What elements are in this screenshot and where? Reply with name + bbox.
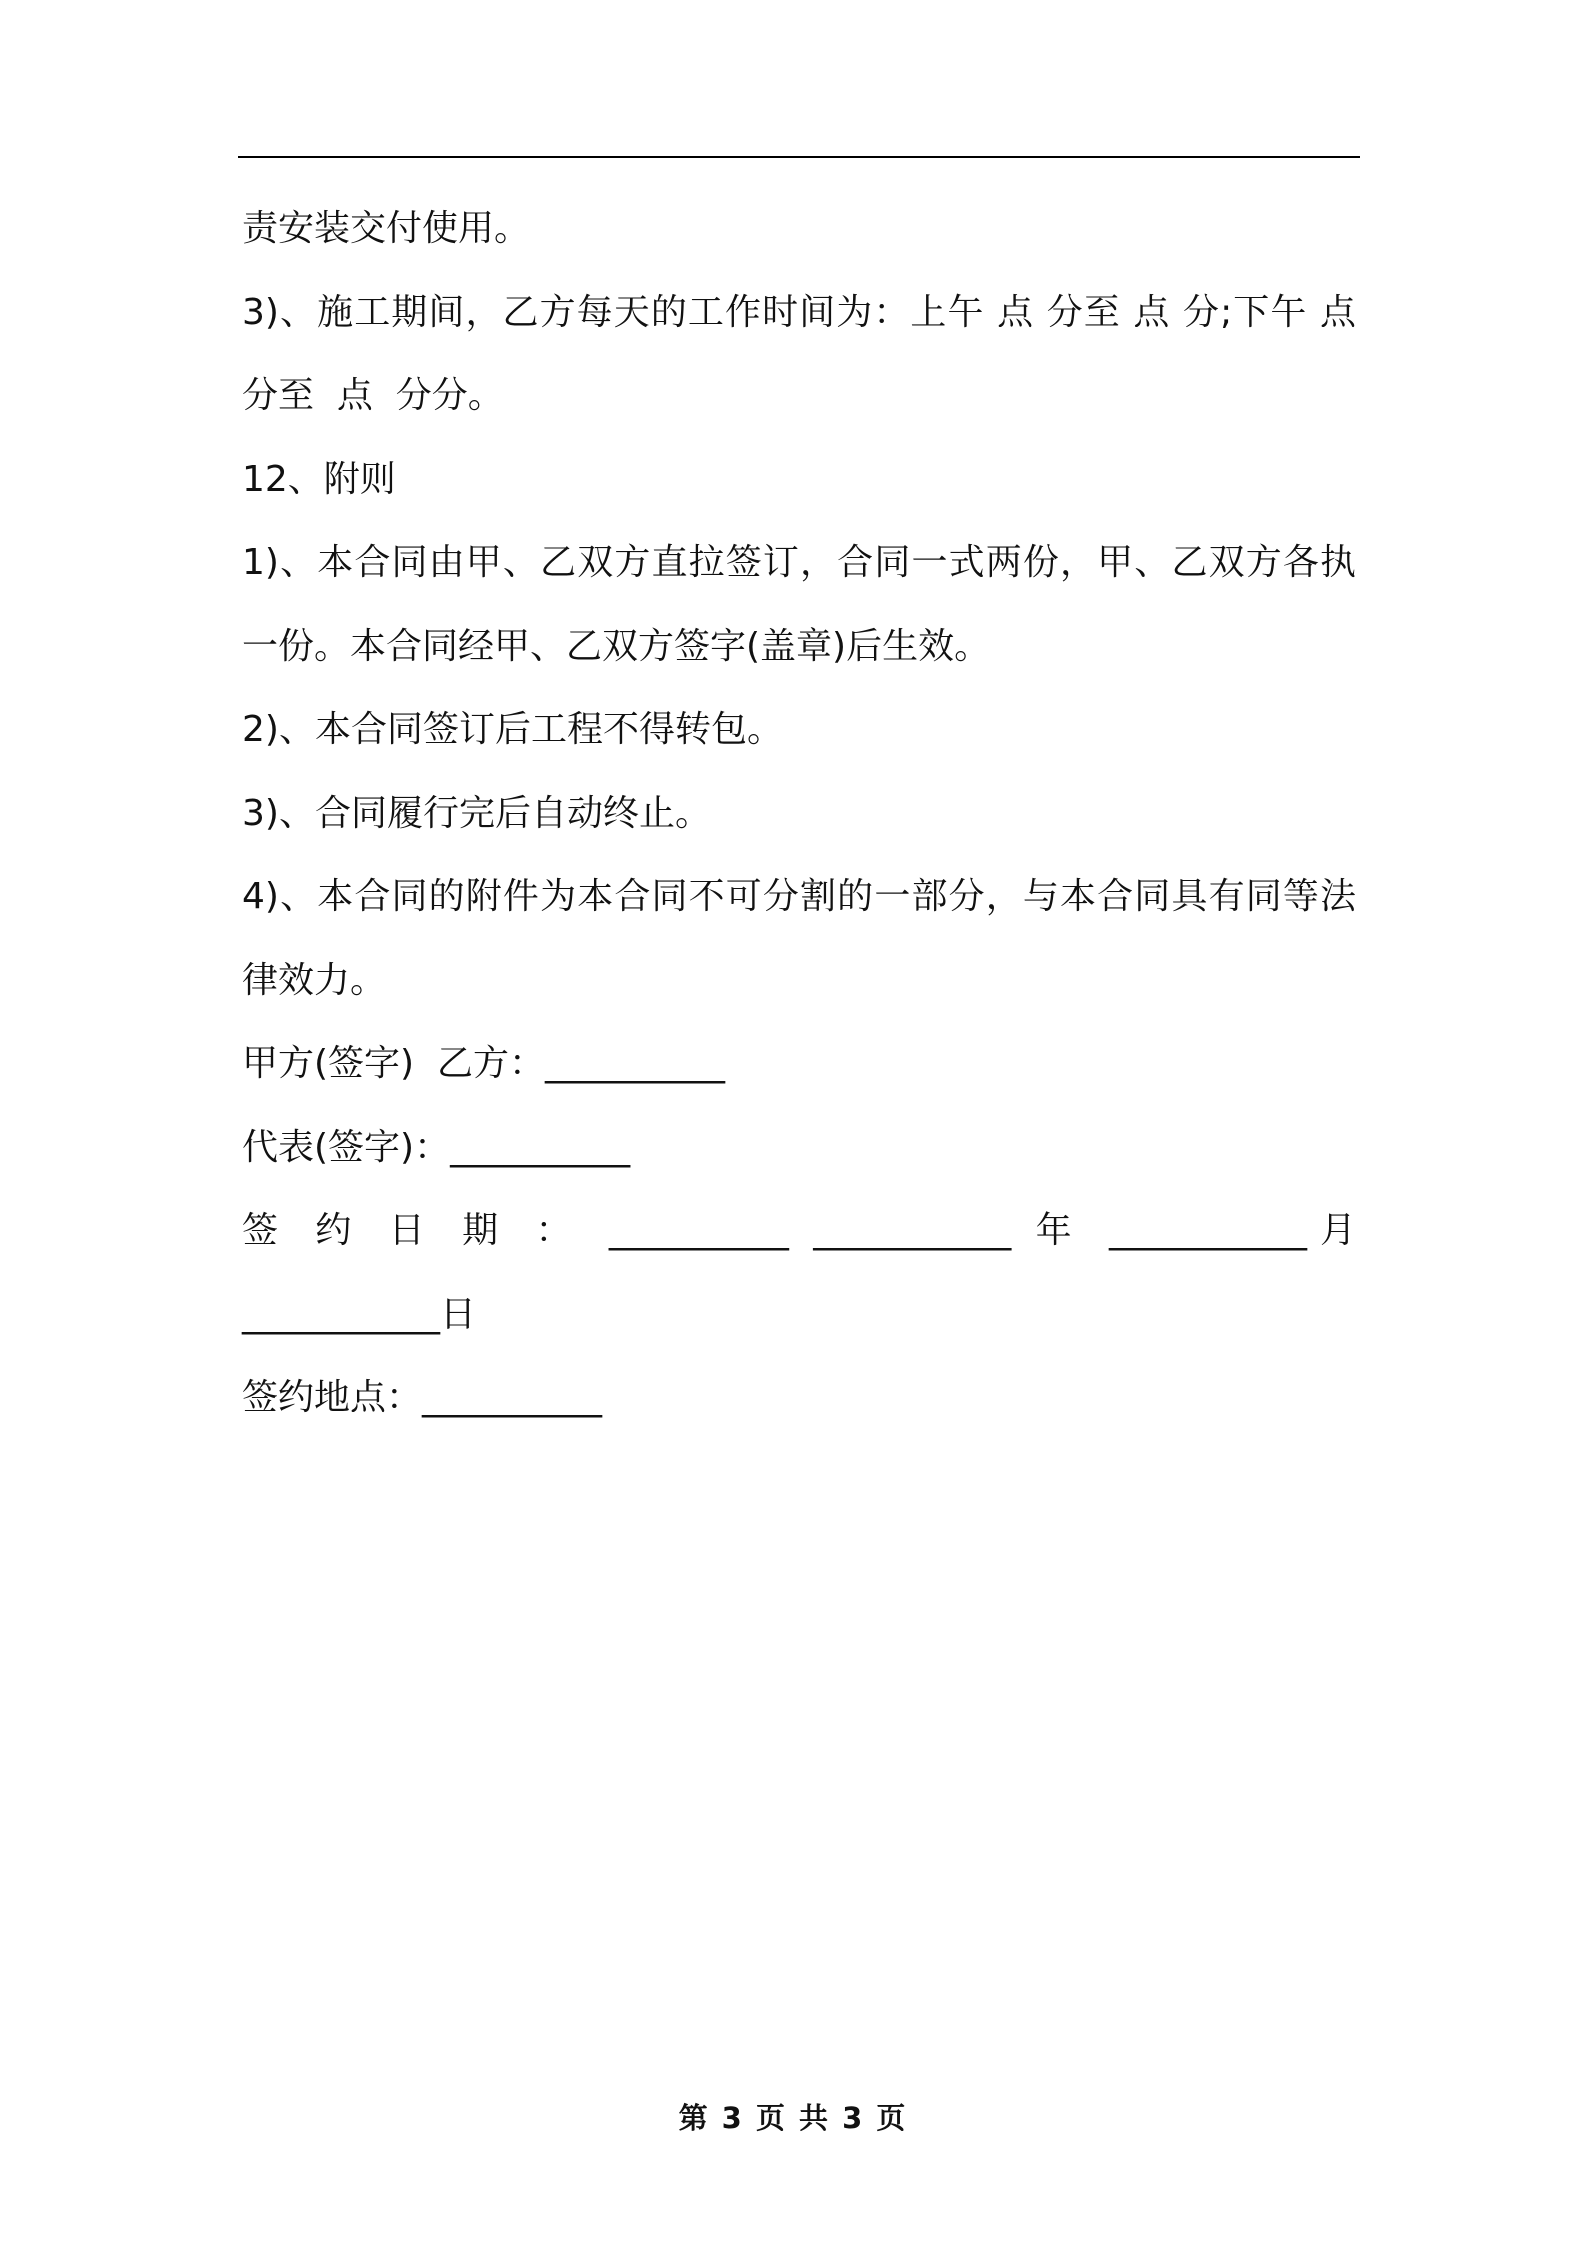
text-line-work-hours: 3)、施工期间，乙方每天的工作时间为：上午 点 分至 点 分;下午 点 [242, 292, 1356, 333]
text-line-clause-3: 3)、合同履行完后自动终止。 [242, 793, 711, 834]
text-line-work-hours-cont: 分至 点 分分。 [242, 375, 504, 416]
text-line-clause-4-cont: 律效力。 [242, 960, 387, 1001]
text-line-continuation: 责安装交付使用。 [242, 208, 531, 249]
header-rule [238, 156, 1360, 158]
signing-place: 签约地点：__________ [242, 1377, 603, 1418]
section-heading-appendix: 12、附则 [242, 459, 396, 500]
text-line-clause-1-cont: 一份。本合同经甲、乙双方签字(盖章)后生效。 [242, 626, 991, 667]
text-line-clause-1: 1)、本合同由甲、乙双方直拉签订，合同一式两份，甲、乙双方各执 [242, 542, 1356, 583]
text-line-clause-4: 4)、本合同的附件为本合同不可分割的一部分，与本合同具有同等法 [242, 876, 1356, 917]
signing-date: 签 约 日 期 ： __________ ___________ 年 ___________月 [242, 1210, 1356, 1251]
text-line-clause-2: 2)、本合同签订后工程不得转包。 [242, 709, 783, 750]
signature-representative: 代表(签字)：__________ [242, 1127, 631, 1168]
signature-party-a-b: 甲方(签字) 乙方：__________ [242, 1043, 725, 1084]
page-number-footer: 第 3 页 共 3 页 [678, 2101, 908, 2135]
signing-date-cont: ___________日 [242, 1294, 477, 1335]
